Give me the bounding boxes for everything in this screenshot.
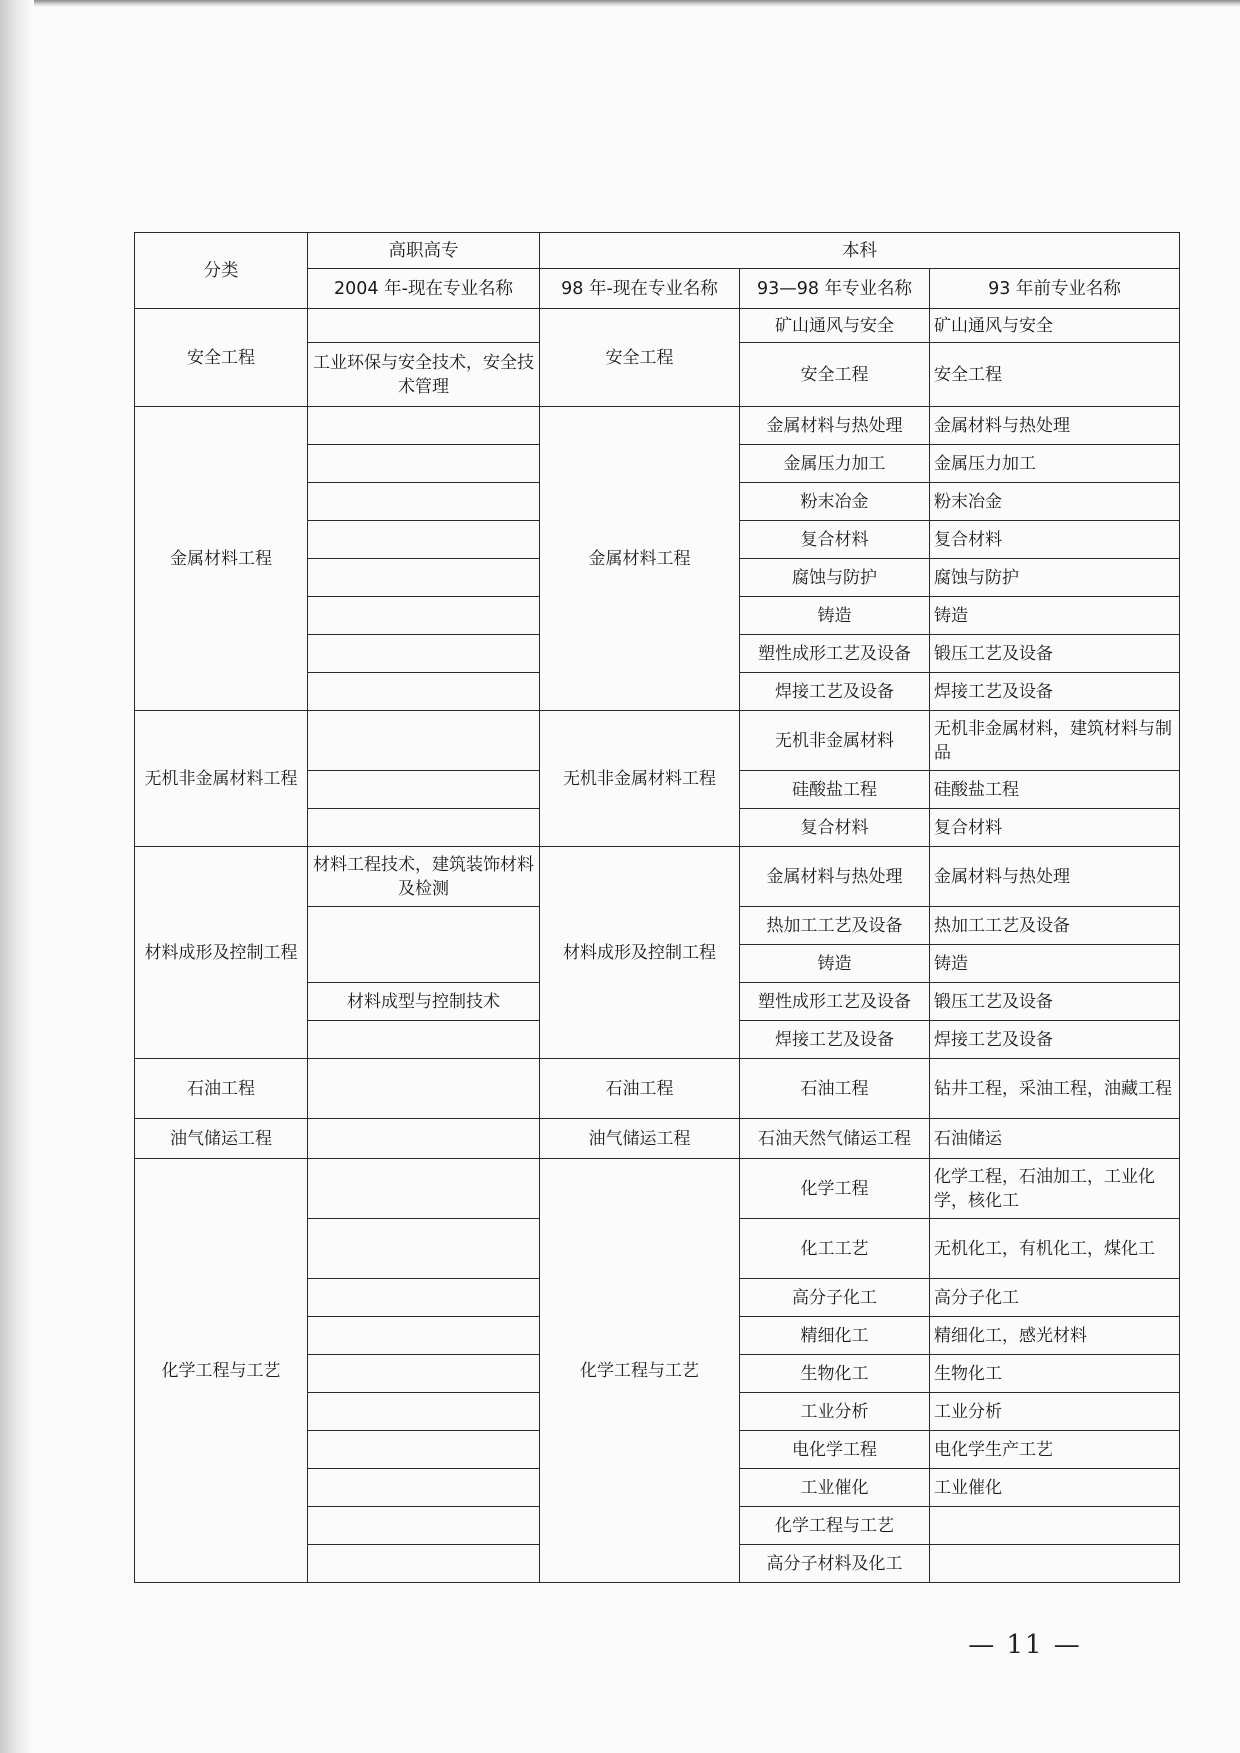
category-cell: 无机非金属材料工程 — [135, 711, 308, 847]
table-row — [135, 407, 1180, 445]
major-93-cell: 生物化工 — [930, 1355, 1180, 1393]
vocational-cell — [308, 1507, 540, 1545]
major-9398-cell: 焊接工艺及设备 — [740, 673, 930, 711]
major-9398-cell: 生物化工 — [740, 1355, 930, 1393]
header-col-9398: 93—98 年专业名称 — [740, 269, 930, 309]
vocational-cell — [308, 1431, 540, 1469]
major-98-cell: 安全工程 — [540, 309, 740, 407]
major-93-cell: 矿山通风与安全 — [930, 309, 1180, 343]
major-93-cell: 锻压工艺及设备 — [930, 635, 1180, 673]
major-93-cell: 石油储运 — [930, 1119, 1180, 1159]
major-93-cell: 金属压力加工 — [930, 445, 1180, 483]
category-cell: 油气储运工程 — [135, 1119, 308, 1159]
major-9398-cell: 安全工程 — [740, 343, 930, 407]
category-cell: 化学工程与工艺 — [135, 1159, 308, 1583]
major-93-cell: 腐蚀与防护 — [930, 559, 1180, 597]
major-93-cell: 金属材料与热处理 — [930, 407, 1180, 445]
major-9398-cell: 石油工程 — [740, 1059, 930, 1119]
major-93-cell: 复合材料 — [930, 809, 1180, 847]
table-row — [135, 1159, 1180, 1219]
major-93-cell: 铸造 — [930, 945, 1180, 983]
table-row — [135, 309, 1180, 343]
major-9398-cell: 铸造 — [740, 597, 930, 635]
vocational-cell — [308, 1059, 540, 1119]
major-9398-cell: 化学工程 — [740, 1159, 930, 1219]
major-93-cell: 化学工程，石油加工，工业化学，核化工 — [930, 1159, 1180, 1219]
major-9398-cell: 高分子化工 — [740, 1279, 930, 1317]
major-93-cell — [930, 1507, 1180, 1545]
vocational-cell — [308, 1469, 540, 1507]
major-9398-cell: 金属材料与热处理 — [740, 847, 930, 907]
vocational-cell — [308, 1317, 540, 1355]
vocational-cell — [308, 521, 540, 559]
header-undergrad: 本科 — [540, 233, 1180, 269]
vocational-cell: 材料成型与控制技术 — [308, 983, 540, 1021]
category-cell: 石油工程 — [135, 1059, 308, 1119]
category-cell: 安全工程 — [135, 309, 308, 407]
major-93-cell: 复合材料 — [930, 521, 1180, 559]
table-row — [135, 1059, 1180, 1119]
major-9398-cell: 复合材料 — [740, 521, 930, 559]
major-9398-cell: 工业分析 — [740, 1393, 930, 1431]
major-9398-cell: 高分子材料及化工 — [740, 1545, 930, 1583]
major-93-cell: 钻井工程，采油工程，油藏工程 — [930, 1059, 1180, 1119]
major-93-cell: 金属材料与热处理 — [930, 847, 1180, 907]
vocational-cell — [308, 407, 540, 445]
major-9398-cell: 工业催化 — [740, 1469, 930, 1507]
vocational-cell — [308, 635, 540, 673]
major-93-cell: 工业催化 — [930, 1469, 1180, 1507]
major-9398-cell: 精细化工 — [740, 1317, 930, 1355]
major-9398-cell: 腐蚀与防护 — [740, 559, 930, 597]
vocational-cell — [308, 483, 540, 521]
major-93-cell: 硅酸盐工程 — [930, 771, 1180, 809]
major-98-cell: 金属材料工程 — [540, 407, 740, 711]
major-9398-cell: 粉末冶金 — [740, 483, 930, 521]
major-9398-cell: 金属压力加工 — [740, 445, 930, 483]
major-93-cell: 高分子化工 — [930, 1279, 1180, 1317]
major-93-cell: 粉末冶金 — [930, 483, 1180, 521]
major-93-cell: 焊接工艺及设备 — [930, 1021, 1180, 1059]
table-row — [135, 1119, 1180, 1159]
vocational-cell — [308, 1219, 540, 1279]
vocational-cell: 材料工程技术，建筑装饰材料及检测 — [308, 847, 540, 907]
vocational-cell — [308, 1119, 540, 1159]
vocational-cell — [308, 1393, 540, 1431]
vocational-cell — [308, 1279, 540, 1317]
vocational-cell — [308, 597, 540, 635]
scan-binding-shadow — [0, 0, 34, 1753]
major-93-cell: 无机非金属材料，建筑材料与制品 — [930, 711, 1180, 771]
major-9398-cell: 硅酸盐工程 — [740, 771, 930, 809]
major-9398-cell: 塑性成形工艺及设备 — [740, 983, 930, 1021]
major-93-cell: 安全工程 — [930, 343, 1180, 407]
header-col-93: 93 年前专业名称 — [930, 269, 1180, 309]
scan-top-edge — [0, 0, 1240, 7]
major-9398-cell: 矿山通风与安全 — [740, 309, 930, 343]
vocational-cell — [308, 711, 540, 771]
category-cell: 金属材料工程 — [135, 407, 308, 711]
major-93-cell: 铸造 — [930, 597, 1180, 635]
page-number: — 11 — — [968, 1630, 1082, 1660]
major-93-cell: 无机化工，有机化工，煤化工 — [930, 1219, 1180, 1279]
vocational-cell — [308, 809, 540, 847]
major-9398-cell: 复合材料 — [740, 809, 930, 847]
table-row — [135, 847, 1180, 907]
header-col-2004: 2004 年-现在专业名称 — [308, 269, 540, 309]
vocational-cell — [308, 309, 540, 343]
vocational-cell — [308, 1159, 540, 1219]
major-98-cell: 石油工程 — [540, 1059, 740, 1119]
vocational-cell — [308, 1021, 540, 1059]
header-category: 分类 — [135, 233, 308, 309]
header-vocational: 高职高专 — [308, 233, 540, 269]
major-98-cell: 油气储运工程 — [540, 1119, 740, 1159]
major-98-cell: 材料成形及控制工程 — [540, 847, 740, 1059]
major-93-cell: 电化学生产工艺 — [930, 1431, 1180, 1469]
major-93-cell: 热加工工艺及设备 — [930, 907, 1180, 945]
major-9398-cell: 无机非金属材料 — [740, 711, 930, 771]
vocational-cell — [308, 445, 540, 483]
major-93-cell: 精细化工，感光材料 — [930, 1317, 1180, 1355]
category-cell: 材料成形及控制工程 — [135, 847, 308, 1059]
vocational-cell — [308, 907, 540, 983]
table-header-row — [135, 233, 1180, 269]
major-9398-cell: 石油天然气储运工程 — [740, 1119, 930, 1159]
major-9398-cell: 焊接工艺及设备 — [740, 1021, 930, 1059]
major-93-cell: 焊接工艺及设备 — [930, 673, 1180, 711]
vocational-cell — [308, 771, 540, 809]
major-9398-cell: 金属材料与热处理 — [740, 407, 930, 445]
major-93-cell: 工业分析 — [930, 1393, 1180, 1431]
major-9398-cell: 热加工工艺及设备 — [740, 907, 930, 945]
header-col-98: 98 年-现在专业名称 — [540, 269, 740, 309]
vocational-cell — [308, 1545, 540, 1583]
major-98-cell: 化学工程与工艺 — [540, 1159, 740, 1583]
vocational-cell — [308, 673, 540, 711]
major-93-cell — [930, 1545, 1180, 1583]
major-9398-cell: 铸造 — [740, 945, 930, 983]
major-9398-cell: 化学工程与工艺 — [740, 1507, 930, 1545]
major-name-table — [134, 232, 1180, 1583]
table-row — [135, 711, 1180, 771]
major-98-cell: 无机非金属材料工程 — [540, 711, 740, 847]
vocational-cell — [308, 559, 540, 597]
vocational-cell: 工业环保与安全技术，安全技术管理 — [308, 343, 540, 407]
major-9398-cell: 电化学工程 — [740, 1431, 930, 1469]
major-9398-cell: 化工工艺 — [740, 1219, 930, 1279]
major-93-cell: 锻压工艺及设备 — [930, 983, 1180, 1021]
vocational-cell — [308, 1355, 540, 1393]
major-9398-cell: 塑性成形工艺及设备 — [740, 635, 930, 673]
